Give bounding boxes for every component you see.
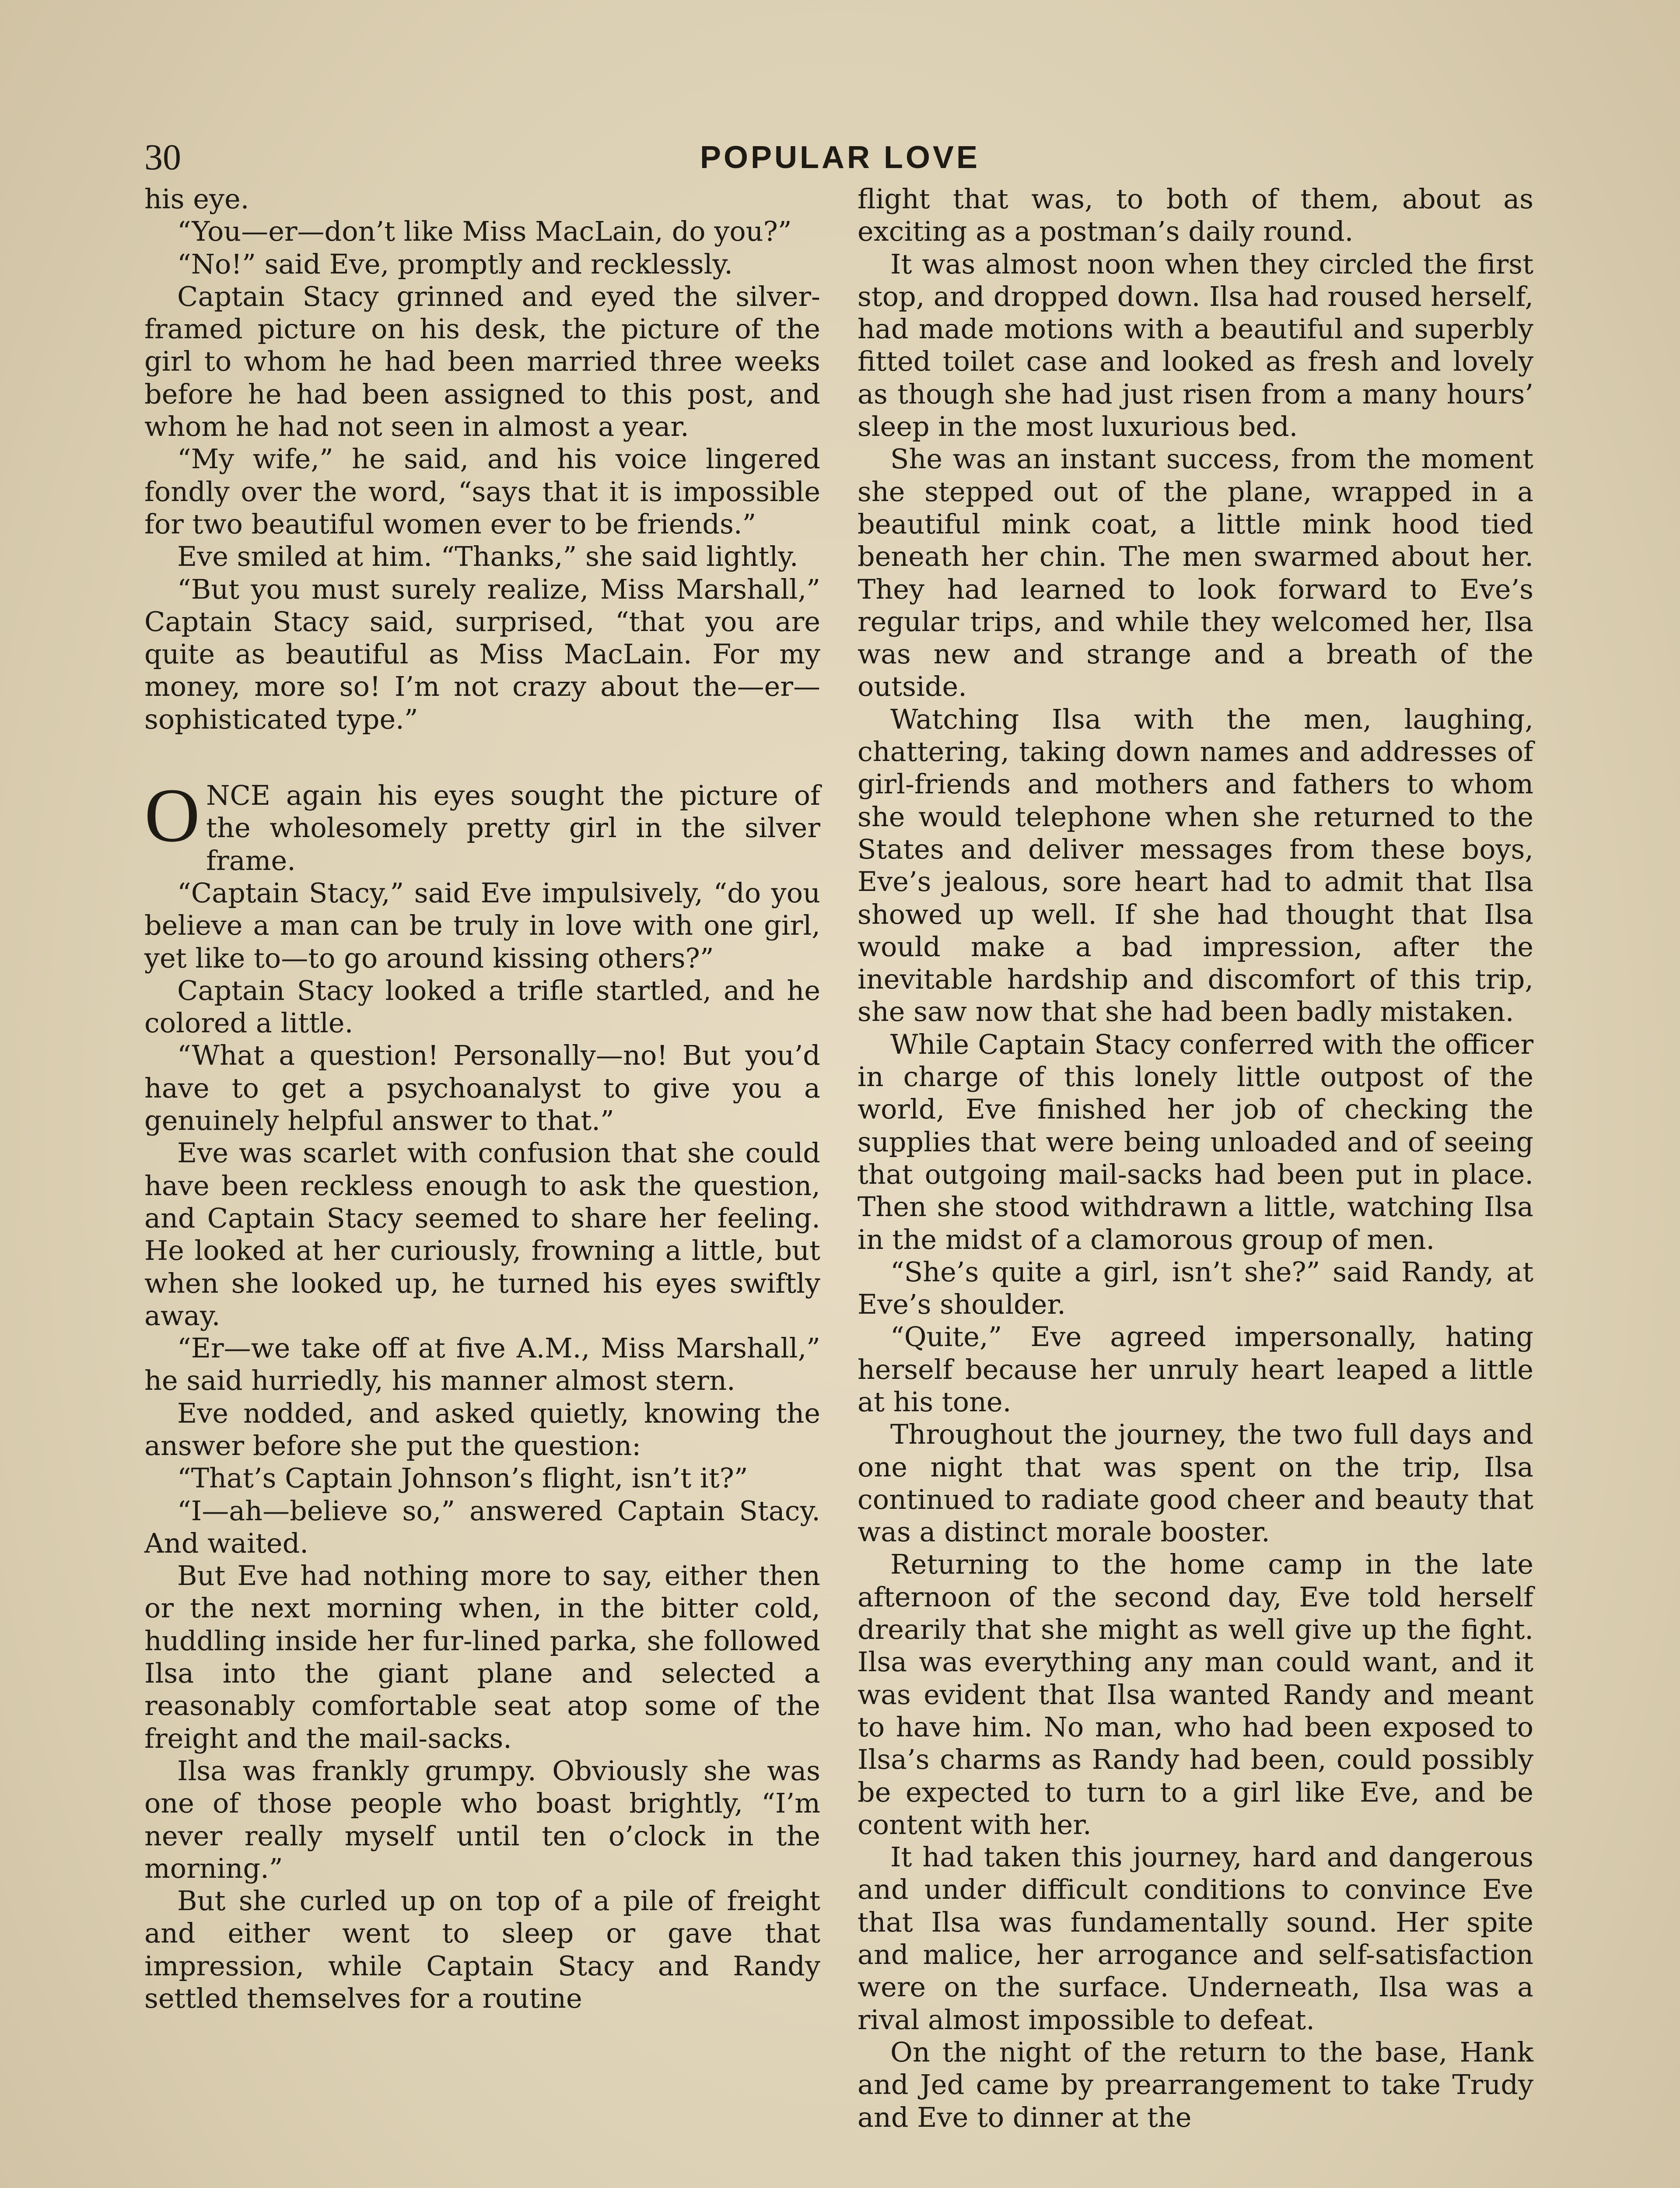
paragraph: But she curled up on top of a pile of freight and either went to sleep or gave that impression, while Captain Stacy and Randy settled themselves for a routine [144, 1885, 820, 2015]
paragraph: Eve was scarlet with confusion that she could have been reckless enough to ask the question, and Captain Stacy seemed to share her feeling. He looked at her curiously, frowning a little, but when she looked up, he turned his eyes swiftly away. [144, 1137, 820, 1332]
paragraph: Captain Stacy grinned and eyed the silver-framed picture on his desk, the picture of the girl to whom he had been married three weeks before he had been assigned to this post, and whom he had not seen in almost a year. [144, 280, 820, 443]
paragraph: It was almost noon when they circled the first stop, and dropped down. Ilsa had roused herself, had made motions with a beautiful and superbly fitted toilet case and looked as fresh and lovely as though she had just risen from a many hours’ sleep in the most luxurious bed. [858, 248, 1533, 443]
right-column [858, 183, 1533, 2134]
paragraph: Eve smiled at him. “Thanks,” she said lightly. [177, 540, 798, 573]
paragraph: Eve nodded, and asked quietly, knowing the answer before she put the question: [144, 1397, 820, 1462]
dropcap-paragraph-text: NCE again his eyes sought the picture of the wholesomely pretty girl in the silver frame. [206, 779, 820, 877]
paragraph: flight that was, to both of them, about as exciting as a postman’s daily round. [858, 183, 1533, 248]
paragraph: Watching Ilsa with the men, laughing, chattering, taking down names and addresses of girl-friends and mothers and fathers to whom she would telephone when she returned to the States and deliver messages from these boys, Eve’s jealous, sore heart had to admit that Ilsa showed up well. If she had thought that Ilsa would make a bad impression, after the inevitable hardship and discomfort of this trip, she saw now that she had been badly mistaken. [858, 703, 1533, 1028]
paragraph: “No!” said Eve, promptly and recklessly. [177, 248, 733, 280]
paragraph: On the night of the return to the base, Hank and Jed came by prearrangement to take Trudy and Eve to dinner at the [858, 2036, 1533, 2133]
paragraph: “Er—we take off at five A.M., Miss Marshall,” he said hurriedly, his manner almost stern. [144, 1332, 820, 1397]
paragraph: “I—ah—believe so,” answered Captain Stacy. And waited. [144, 1494, 820, 1559]
paragraph: While Captain Stacy conferred with the officer in charge of this lonely little outpost of the world, Eve finished her job of checking the supplies that were being unloaded and of seeing that outgoing mail-sacks had been put in place. Then she stood withdrawn a little, watching Ilsa in the midst of a clamorous group of men. [858, 1028, 1533, 1255]
left-column [144, 183, 820, 2015]
paragraph: “My wife,” he said, and his voice lingered fondly over the word, “says that it is impossible for two beautiful women ever to be friends.” [144, 443, 820, 540]
paragraph: his eye. [144, 183, 249, 215]
paragraph: “Captain Stacy,” said Eve impulsively, “do you believe a man can be truly in love with one girl, yet like to—to go around kissing others?” [144, 877, 820, 974]
paragraph: “But you must surely realize, Miss Marshall,” Captain Stacy said, surprised, “that you are quite as beautiful as Miss MacLain. For my money, more so! I’m not crazy about the—er—sophisticated type.” [144, 573, 820, 735]
paragraph: “You—er—don’t like Miss MacLain, do you?” [177, 215, 792, 248]
drop-cap-letter: O [144, 773, 200, 859]
paragraph: But Eve had nothing more to say, either then or the next morning when, in the bitter cold, huddling inside her fur-lined parka, she followed Ilsa into the giant plane and selected a reasonably comfortable seat atop some of the freight and the mail-sacks. [144, 1560, 820, 1754]
paragraph: Ilsa was frankly grumpy. Obviously she was one of those people who boast brightly, “I’m never really myself until ten o’clock in the morning.” [144, 1754, 820, 1884]
paragraph: She was an instant success, from the moment she stepped out of the plane, wrapped in a beautiful mink coat, a little mink hood tied beneath her chin. The men swarmed about her. They had learned to look forward to Eve’s regular trips, and while they welcomed her, Ilsa was new and strange and a breath of the outside. [858, 443, 1533, 703]
paragraph: “What a question! Personally—no! But you’d have to get a psychoanalyst to give you a genuinely helpful answer to that.” [144, 1039, 820, 1137]
paragraph: “She’s quite a girl, isn’t she?” said Randy, at Eve’s shoulder. [858, 1255, 1533, 1321]
dropcap-paragraph [144, 773, 820, 877]
running-head: POPULAR LOVE [700, 140, 980, 175]
page-number: 30 [144, 137, 181, 178]
paragraph: Throughout the journey, the two full days and one night that was spent on the trip, Ilsa continued to radiate good cheer and beauty that was a distinct morale booster. [858, 1418, 1533, 1548]
paragraph: “That’s Captain Johnson’s flight, isn’t it?” [177, 1462, 748, 1494]
paragraph: Returning to the home camp in the late afternoon of the second day, Eve told herself drearily that she might as well give up the fight. Ilsa was everything any man could want, and it was evident that Ilsa wanted Randy and meant to have him. No man, who had been exposed to Ilsa’s charms as Randy had been, could possibly be expected to turn to a girl like Eve, and be content with her. [858, 1548, 1533, 1841]
paragraph: “Quite,” Eve agreed impersonally, hating herself because her unruly heart leaped a little at his tone. [858, 1321, 1533, 1418]
paragraph: It had taken this journey, hard and dangerous and under difficult conditions to convince Eve that Ilsa was fundamentally sound. Her spite and malice, her arrogance and self-satisfaction were on the surface. Underneath, Ilsa was a rival almost impossible to defeat. [858, 1841, 1533, 2036]
paragraph: Captain Stacy looked a trifle startled, and he colored a little. [144, 974, 820, 1039]
page-header [144, 131, 1536, 184]
